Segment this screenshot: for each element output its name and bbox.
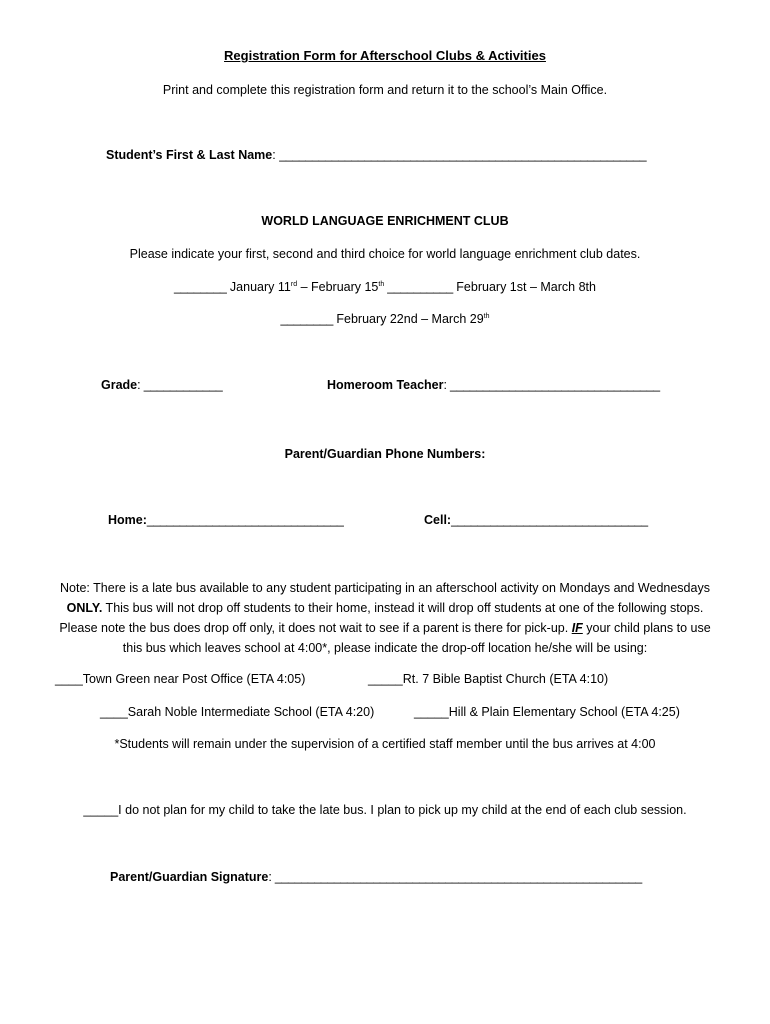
choice-3-blank[interactable]: ________	[280, 312, 333, 326]
home-phone-label: Home:	[108, 513, 147, 527]
homeroom-blank[interactable]: ________________________________	[446, 378, 660, 392]
stop-bible-baptist-church[interactable]: _____Rt. 7 Bible Baptist Church (ETA 4:10)	[368, 672, 609, 686]
home-phone-blank[interactable]: ______________________________	[146, 513, 344, 527]
late-bus-note	[40, 578, 730, 658]
note-only: ONLY.	[66, 601, 103, 615]
choice-2-blank[interactable]: __________	[384, 280, 453, 294]
form-instructions: Print and complete this registration form and return it to the school’s Main Office.	[162, 83, 608, 97]
choice-3-sup-th: th	[483, 313, 490, 320]
student-name-colon: :	[272, 148, 276, 162]
phone-heading: Parent/Guardian Phone Numbers:	[284, 447, 486, 461]
note-line-1: Note: There is a late bus available to any student participating in an afterschool activity on Mondays and Wednesdays	[60, 581, 710, 595]
choice-1-sup-rd: rd	[290, 281, 298, 288]
signature-label: Parent/Guardian Signature	[110, 870, 269, 884]
signature-colon: :	[268, 870, 272, 884]
form-title: Registration Form for Afterschool Clubs & Activities	[224, 48, 546, 63]
stop-town-green[interactable]: ____Town Green near Post Office (ETA 4:05)	[55, 672, 306, 686]
note-line-3: Please note the bus does drop off only, it does not wait to see if a parent is there for pick-up.	[59, 621, 572, 635]
choice-2-dates: February 1st – March 8th	[452, 280, 596, 294]
choice-3-dates: February 22nd – March 29	[332, 312, 484, 326]
choice-1-date-end: – February 15	[297, 280, 379, 294]
grade-label: Grade	[101, 378, 138, 392]
note-line-5: this bus which leaves school at 4:00*, please indicate the drop-off location he/she will be using:	[122, 641, 648, 655]
no-late-bus-option[interactable]: _____I do not plan for my child to take the late bus. I plan to pick up my child at the end of each club session.	[83, 803, 687, 817]
club-heading: WORLD LANGUAGE ENRICHMENT CLUB	[261, 214, 509, 228]
choice-1-date-start: January 11	[226, 280, 291, 294]
cell-phone-field[interactable]	[424, 513, 648, 527]
stop-hill-plain-school[interactable]: _____Hill & Plain Elementary School (ETA 4:25)	[414, 705, 680, 719]
signature-blank[interactable]: ________________________________________________________	[271, 870, 642, 884]
choice-1-blank[interactable]: ________	[174, 280, 227, 294]
club-choice-row-1	[0, 280, 770, 294]
student-name-blank[interactable]: ________________________________________________________	[279, 148, 647, 162]
choice-1-sup-th: th	[378, 281, 385, 288]
grade-blank[interactable]: ____________	[140, 378, 223, 392]
supervision-note: *Students will remain under the supervision of a certified staff member until the bus arrives at 4:00	[114, 737, 656, 751]
home-phone-field[interactable]	[108, 513, 343, 527]
homeroom-field[interactable]	[327, 378, 660, 392]
note-line-2: This bus will not drop off students to their home, instead it will drop off students at one of the following stops.	[102, 601, 704, 615]
grade-colon: :	[137, 378, 141, 392]
club-prompt: Please indicate your first, second and third choice for world language enrichment club dates.	[129, 247, 641, 261]
note-if: IF	[571, 621, 583, 635]
student-name-label: Student’s First & Last Name	[106, 148, 273, 162]
cell-phone-blank[interactable]: ______________________________	[451, 513, 648, 527]
note-line-4: your child plans to use	[582, 621, 711, 635]
stop-sarah-noble-school[interactable]: ____Sarah Noble Intermediate School (ETA 4:20)	[100, 705, 375, 719]
student-name-field[interactable]	[106, 148, 646, 162]
grade-field[interactable]	[101, 378, 222, 392]
homeroom-label: Homeroom Teacher	[327, 378, 444, 392]
club-choice-row-2	[0, 312, 770, 326]
signature-field[interactable]	[110, 870, 642, 884]
homeroom-colon: :	[443, 378, 447, 392]
cell-phone-label: Cell:	[424, 513, 452, 527]
